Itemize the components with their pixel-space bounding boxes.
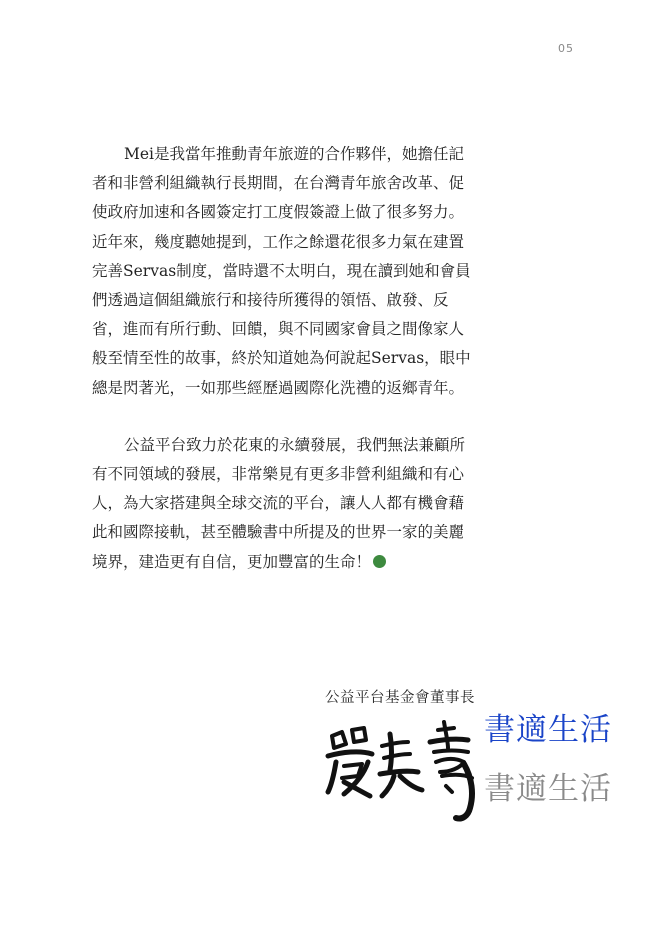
text-line: 省，進而有所行動、回饋，與不同國家會員之間像家人 bbox=[92, 320, 465, 339]
text-line: 此和國際接軌，甚至體驗書中所提及的世界一家的美麗 bbox=[92, 523, 465, 542]
paragraph-spacer bbox=[92, 403, 492, 431]
page-number: 05 bbox=[558, 42, 574, 55]
watermark-gray: 書適生活 bbox=[484, 771, 612, 807]
text-line: 完善Servas制度，當時還不太明白，現在讀到她和會員 bbox=[92, 261, 471, 280]
text-line: 人，為大家搭建與全球交流的平台，讓人人都有機會藉 bbox=[92, 494, 465, 513]
foreword-body bbox=[92, 140, 492, 577]
text-line: 們透過這個組織旅行和接待所獲得的領悟、啟發、反 bbox=[92, 291, 449, 310]
text-line: 總是閃著光，一如那些經歷過國際化洗禮的返鄉青年。 bbox=[92, 378, 465, 397]
text-line-content: 境界，建造更有自信，更加豐富的生命！ bbox=[92, 552, 372, 571]
text-line: 使政府加速和各國簽定打工度假簽證上做了很多努力。 bbox=[92, 203, 465, 222]
handwritten-signature bbox=[322, 712, 492, 824]
signer-title: 公益平台基金會董事長 bbox=[325, 690, 475, 706]
watermark-blue: 書適生活 bbox=[484, 712, 612, 748]
paragraph-2 bbox=[92, 431, 492, 577]
text-line: 者和非營利組織執行長期間，在台灣青年旅舍改革、促 bbox=[92, 174, 465, 193]
text-line: Mei是我當年推動青年旅遊的合作夥伴，她擔任記 bbox=[124, 145, 465, 163]
paragraph-1 bbox=[92, 140, 492, 403]
end-mark-icon bbox=[373, 555, 386, 568]
text-line: 公益平台致力於花東的永續發展，我們無法兼顧所 bbox=[124, 435, 466, 454]
text-line: 般至情至性的故事，終於知道她為何說起Servas，眼中 bbox=[92, 349, 471, 368]
text-line: 近年來，幾度聽她提到，工作之餘還花很多力氣在建置 bbox=[92, 232, 465, 251]
text-line: 有不同領域的發展，非常樂見有更多非營利組織和有心 bbox=[92, 465, 465, 484]
text-line-last bbox=[92, 548, 492, 577]
